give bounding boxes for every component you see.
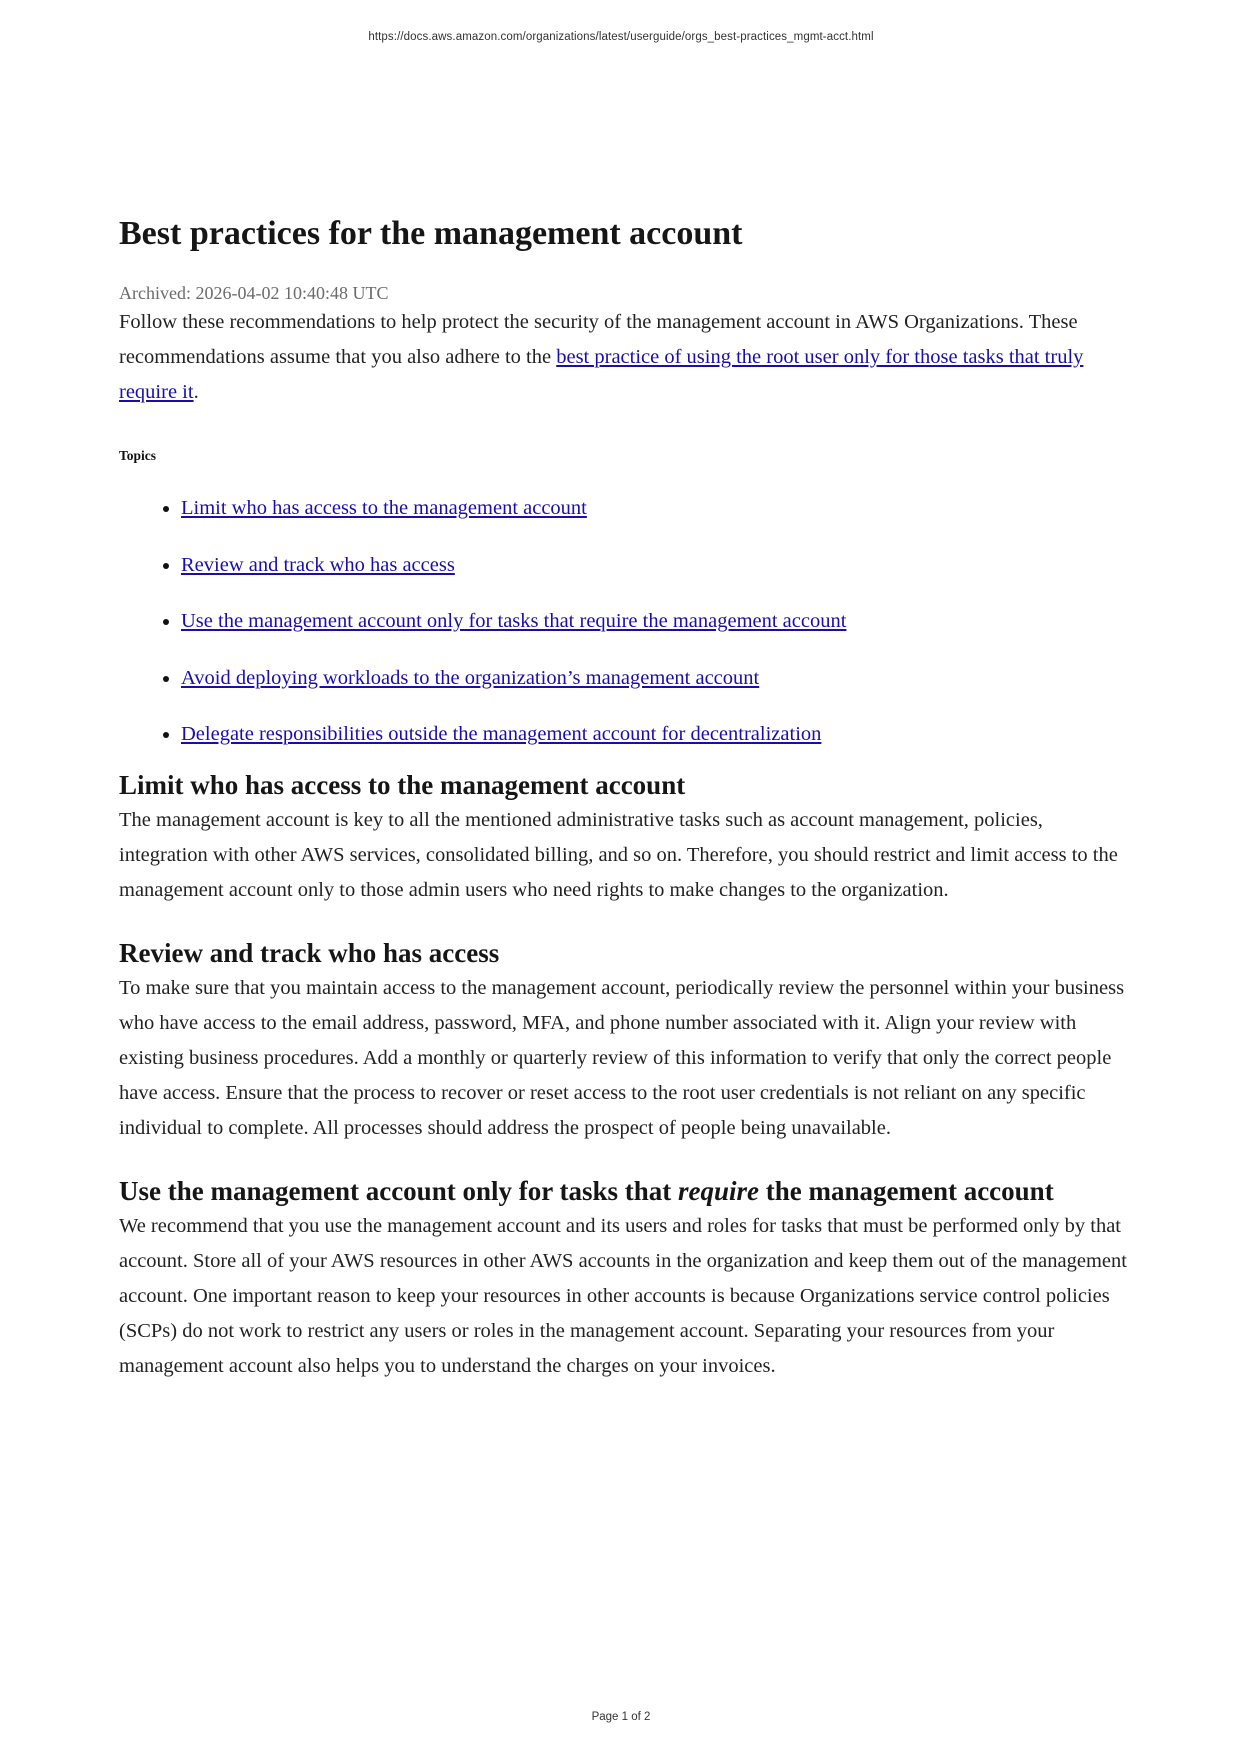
document-content	[119, 210, 1129, 1384]
section-text-use-management-account: We recommend that you use the management account and its users and roles for tasks that must be performed only by that account. Store all of your AWS resources in other AWS accounts in the organization and keep them out of the management account. One important reason to keep your resources in other accounts is because Organizations service control policies (SCPs) do not work to restrict any users or roles in the management account. Separating your resources from your management account also helps you to understand the charges on your invoices.	[119, 1214, 1127, 1377]
heading-text: Use the management account only for tasks that	[119, 1175, 678, 1206]
topics-list	[119, 494, 1129, 748]
topic-item	[181, 494, 1129, 522]
intro-text-end: .	[193, 381, 199, 403]
topics-label: Topics	[119, 448, 157, 463]
page-title: Best practices for the management account	[119, 215, 743, 252]
root-user-best-practice-link[interactable]: best practice of using the root user only for those tasks that truly require it	[119, 346, 1084, 403]
topic-item	[181, 607, 1129, 635]
page-url-header: https://docs.aws.amazon.com/organizations/latest/userguide/orgs_best-practices_mgmt-acct.html	[368, 31, 874, 43]
section-heading-use-management-account	[119, 1173, 1129, 1209]
archived-timestamp: Archived: 2026-04-02 10:40:48 UTC	[119, 283, 389, 303]
heading-emphasis: require	[677, 1175, 759, 1206]
intro-text: Follow these recommendations to help protect the security of the management account in AWS Organizations. These recommendations assume that you also adhere to the	[119, 311, 1078, 368]
section-text-review-access: To make sure that you maintain access to the management account, periodically review the personnel within your business who have access to the email address, password, MFA, and phone number associated with it. Align your review with existing business procedures. Add a monthly or quarterly review of this information to verify that only the correct people have access. Ensure that the process to recover or reset access to the root user credentials is not reliant on any specific individual to complete. All processes should address the prospect of people being unavailable.	[119, 976, 1125, 1139]
topic-link-avoid-workloads[interactable]: Avoid deploying workloads to the organization’s management account	[181, 666, 760, 689]
topic-item	[181, 720, 1129, 748]
topic-link-use-management-account[interactable]: Use the management account only for tasks that require the management account	[181, 610, 847, 632]
topic-link-review-access[interactable]: Review and track who has access	[181, 553, 455, 576]
section-text-limit-access: The management account is key to all the mentioned administrative tasks such as account management, policies, integration with other AWS services, consolidated billing, and so on. Therefore, you should restrict and limit access to the management account only to those admin users who need rights to make changes to the organization.	[119, 808, 1118, 901]
topic-item	[181, 551, 1129, 579]
section-heading-limit-access: Limit who has access to the management account	[119, 769, 686, 800]
topic-item	[181, 664, 1129, 692]
topic-link-delegate-responsibilities[interactable]: Delegate responsibilities outside the management account for decentralization	[181, 723, 822, 745]
topic-link-limit-access[interactable]: Limit who has access to the management account	[181, 497, 587, 519]
page-number-footer: Page 1 of 2	[591, 1711, 651, 1723]
section-heading-review-access: Review and track who has access	[119, 937, 500, 968]
intro-paragraph	[119, 305, 1129, 410]
heading-text-end: the management account	[758, 1175, 1054, 1206]
